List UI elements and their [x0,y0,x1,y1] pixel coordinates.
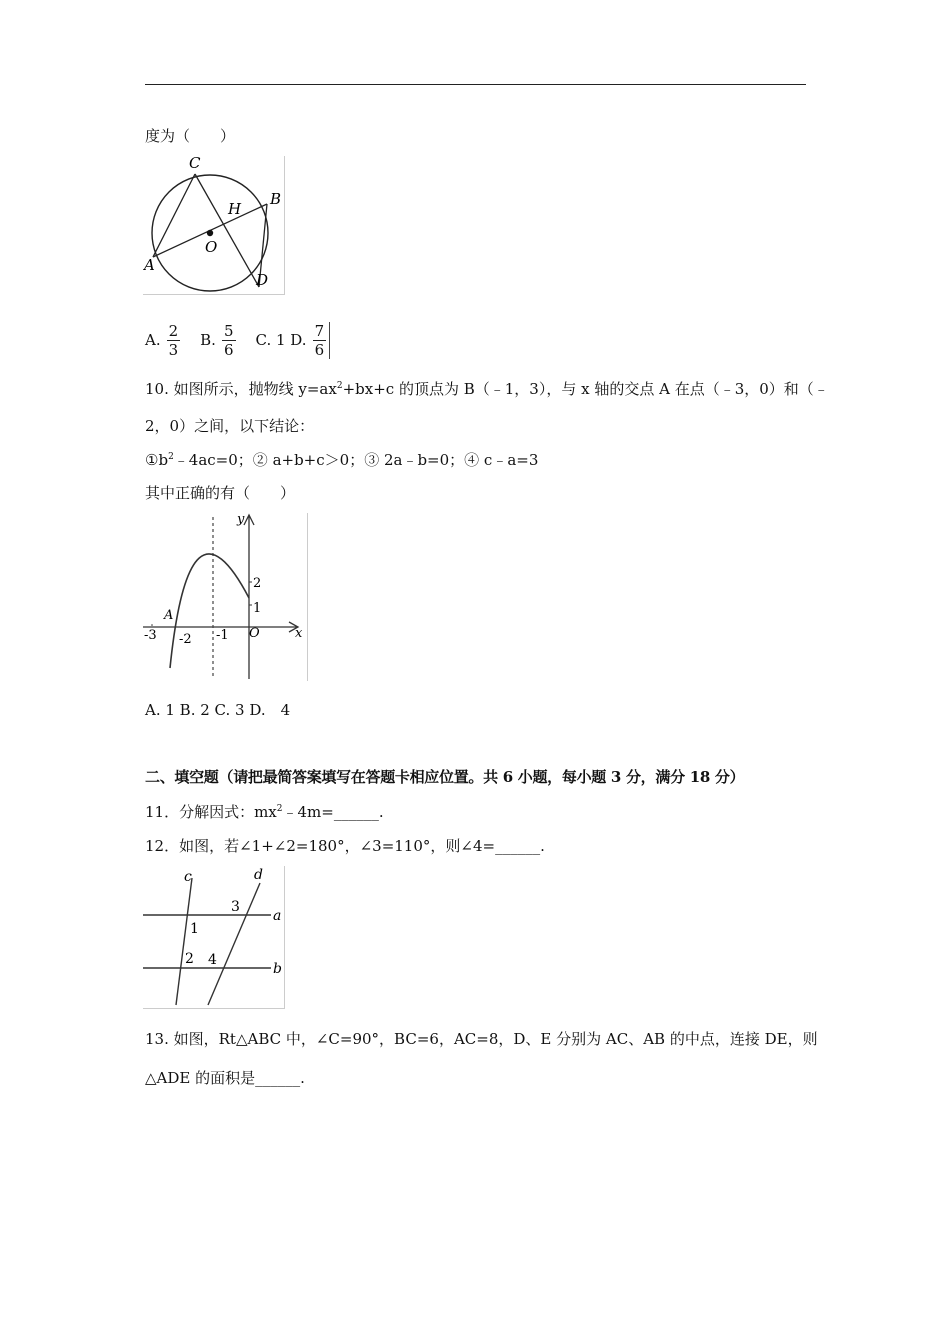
tick-label-2: 2 [253,576,262,591]
q13-line1: 13. 如图，Rt△ABC 中，∠C=90°，BC=6，AC=8，D、E 分别为 AC、AB 的中点，连接 DE，则 [145,1030,818,1048]
option-d-fraction [313,322,331,359]
option-b-denominator: 6 [223,340,234,359]
q12-text: 12．如图，若∠1+∠2=180°，∠3=110°，则∠4=______. [145,837,545,855]
label-y: y [237,513,245,527]
q11-sup: 2 [276,804,283,814]
label-d: d [254,867,263,883]
label-o: O [205,238,218,256]
header-rule [145,84,806,85]
option-d-numerator: 7 [314,321,325,340]
label-x: x [295,626,303,641]
q13-line2: △ADE 的面积是______. [145,1069,305,1087]
q10-options: A. 1 B. 2 C. 3 D. 4 [145,701,291,719]
q10-line3-part-a: ①b [145,451,169,469]
label-origin: O [249,626,260,641]
angle-label-2: 2 [185,951,194,967]
q10-line3-sup: 2 [168,452,174,462]
q10-line4: 其中正确的有（ ） [145,484,296,502]
section2-heading: 二、填空题（请把最简答案填写在答题卡相应位置。共 6 小题，每小题 3 分，满分 18 分） [145,768,745,786]
label-b: b [273,961,282,977]
option-d-denominator: 6 [314,340,325,359]
q10-line1-part-a: 10. 如图所示，抛物线 y=ax [145,380,337,398]
option-a-numerator: 2 [168,321,179,340]
label-c: C [189,156,201,172]
label-b: B [270,190,282,208]
q10-line2: 2，0）之间，以下结论： [145,417,315,435]
q10-line3-part-b: ﹣4ac=0；② a+b+c＞0；③ 2a﹣b=0；④ c﹣a=3 [173,451,539,469]
option-a-denominator: 3 [168,340,179,359]
label-h: H [228,200,242,218]
q10-line3 [145,450,538,470]
q11-text [145,802,384,822]
q11-part-a: 11．分解因式：mx [145,803,277,821]
angle-label-1: 1 [190,921,199,937]
q10-parabola-figure [143,513,308,681]
q10-line1-part-b: +bx+c 的顶点为 B（﹣1，3），与 x 轴的交点 A 在点（﹣3，0）和（﹣ [342,380,829,398]
tick-label-1: 1 [253,601,262,616]
label-a: A [144,256,155,274]
label-a: A [164,608,174,623]
option-a-label: A. [145,331,161,349]
q9-circle-figure [143,156,285,295]
q10-line1-sup: 2 [336,381,343,391]
tick-label-neg2: -2 [179,632,192,647]
option-b-numerator: 5 [223,321,234,340]
parabola-graph [143,513,307,681]
tick-label-neg1: -1 [216,628,229,643]
option-cd-label: C. 1 D. [255,331,307,349]
circle-diagram [143,156,284,294]
option-b-fraction [222,322,236,359]
q11-part-b: ﹣4m=______. [282,803,384,821]
label-c: c [184,869,192,885]
q10-line1 [145,379,829,399]
angle-label-4: 4 [208,952,217,968]
q9-options [145,318,340,362]
tick-label-neg3: -3 [144,628,157,643]
q12-lines-figure [143,866,285,1009]
parallel-lines-diagram [143,866,284,1008]
label-d: D [256,271,269,289]
angle-label-3: 3 [231,899,240,915]
label-a: a [273,908,282,924]
q9-stem-tail: 度为（ ） [145,127,236,145]
option-a-fraction [167,322,181,359]
option-b-label: B. [200,331,216,349]
